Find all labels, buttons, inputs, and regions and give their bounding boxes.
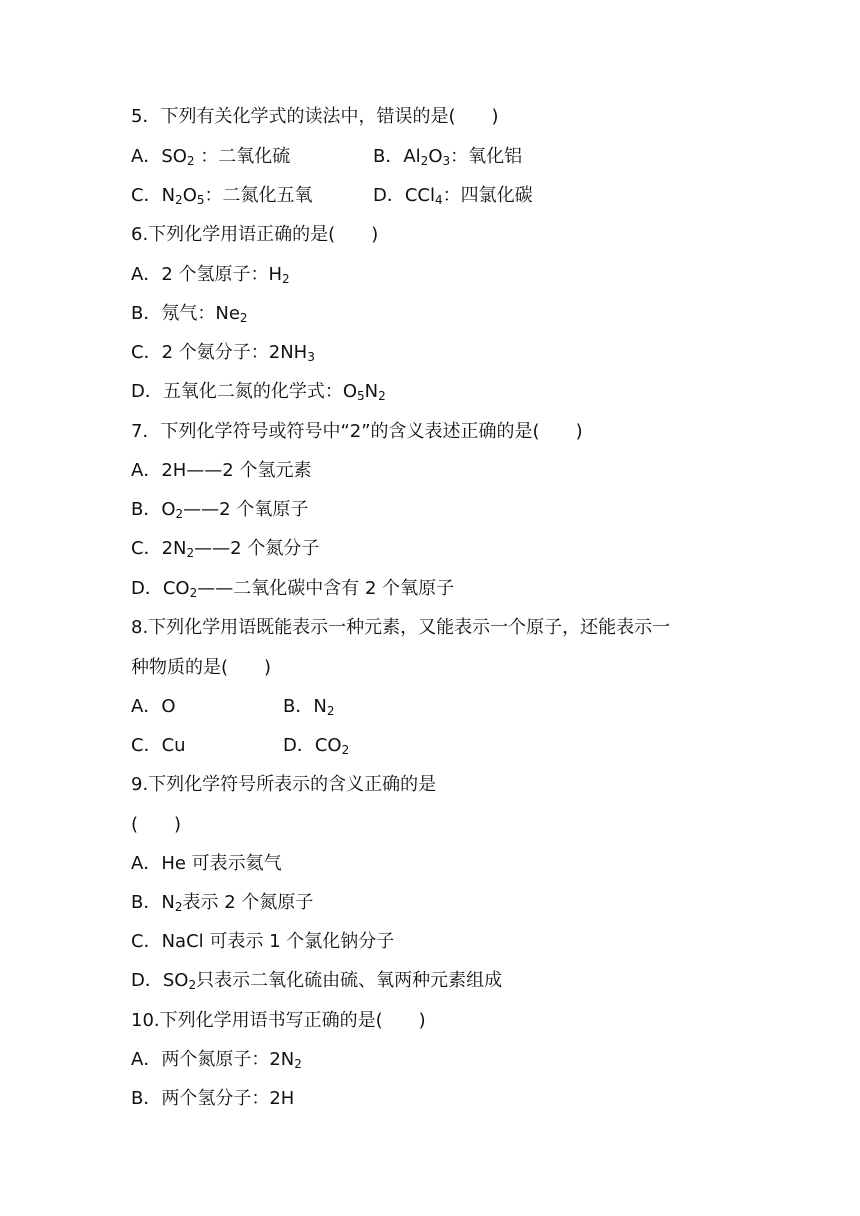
q6-option-a: A．2 个氢原子：$H_2$ (131, 264, 290, 286)
q5-stem: 5．下列有关化学式的读法中，错误的是( ) (131, 106, 499, 127)
q7-option-d: D．$CO_2——$二氧化碳中含有 2 个氧原子 (131, 578, 455, 600)
q6-stem: 6.下列化学用语正确的是( ) (131, 224, 379, 245)
q7-option-c: C．$2N_2——2$ 个氮分子 (131, 538, 320, 560)
q5-option-d: D．CCl$_4$：四氯化碳 (373, 185, 533, 207)
q9-option-d: D．$SO_2$只表示二氧化硫由硫、氧两种元素组成 (131, 970, 503, 992)
q10-stem: 10.下列化学用语书写正确的是( ) (131, 1010, 426, 1031)
q7-option-a: A．2H——2 个氢元素 (131, 460, 312, 481)
q9-stem-line1: 9.下列化学符号所表示的含义正确的是 (131, 774, 437, 795)
q8-option-d: D．$CO_2$ (283, 735, 350, 757)
q5-option-a: A．$SO_2$ ：二氧化硫 (131, 146, 291, 168)
q7-stem: 7．下列化学符号或符号中“2”的含义表述正确的是( ) (131, 421, 583, 442)
q9-stem-line2: ( ) (131, 814, 182, 835)
q5-option-b: B．$Al_2O_3$：氧化铝 (373, 146, 523, 168)
q6-option-c: C．2 个氨分子：$2NH_3$ (131, 342, 315, 364)
q9-option-c: C．NaCl 可表示 1 个氯化钠分子 (131, 931, 395, 952)
q8-stem-line1: 8.下列化学用语既能表示一种元素，又能表示一个原子，还能表示一 (131, 617, 671, 638)
q6-option-b: B．氖气：$Ne_2$ (131, 303, 248, 325)
q8-option-b: B．$N_2$ (283, 696, 335, 718)
q8-stem-line2: 种物质的是( ) (131, 657, 272, 678)
q5-option-c: C．$N_2O_5$：二氮化五氧 (131, 185, 313, 207)
q9-option-b: B．$N_2$表示 2 个氮原子 (131, 892, 314, 914)
q8-option-a: A．O (131, 696, 176, 717)
q6-option-d: D．五氧化二氮的化学式：$O_5N_2$ (131, 381, 386, 403)
q10-option-b: B．两个氢分子：2H (131, 1088, 295, 1109)
q9-option-a: A．He 可表示氦气 (131, 853, 282, 874)
q7-option-b: B．$O_2——2$ 个氧原子 (131, 499, 309, 521)
q10-option-a: A．两个氮原子：$2N_2$ (131, 1049, 302, 1071)
q8-option-c: C．Cu (131, 735, 186, 756)
